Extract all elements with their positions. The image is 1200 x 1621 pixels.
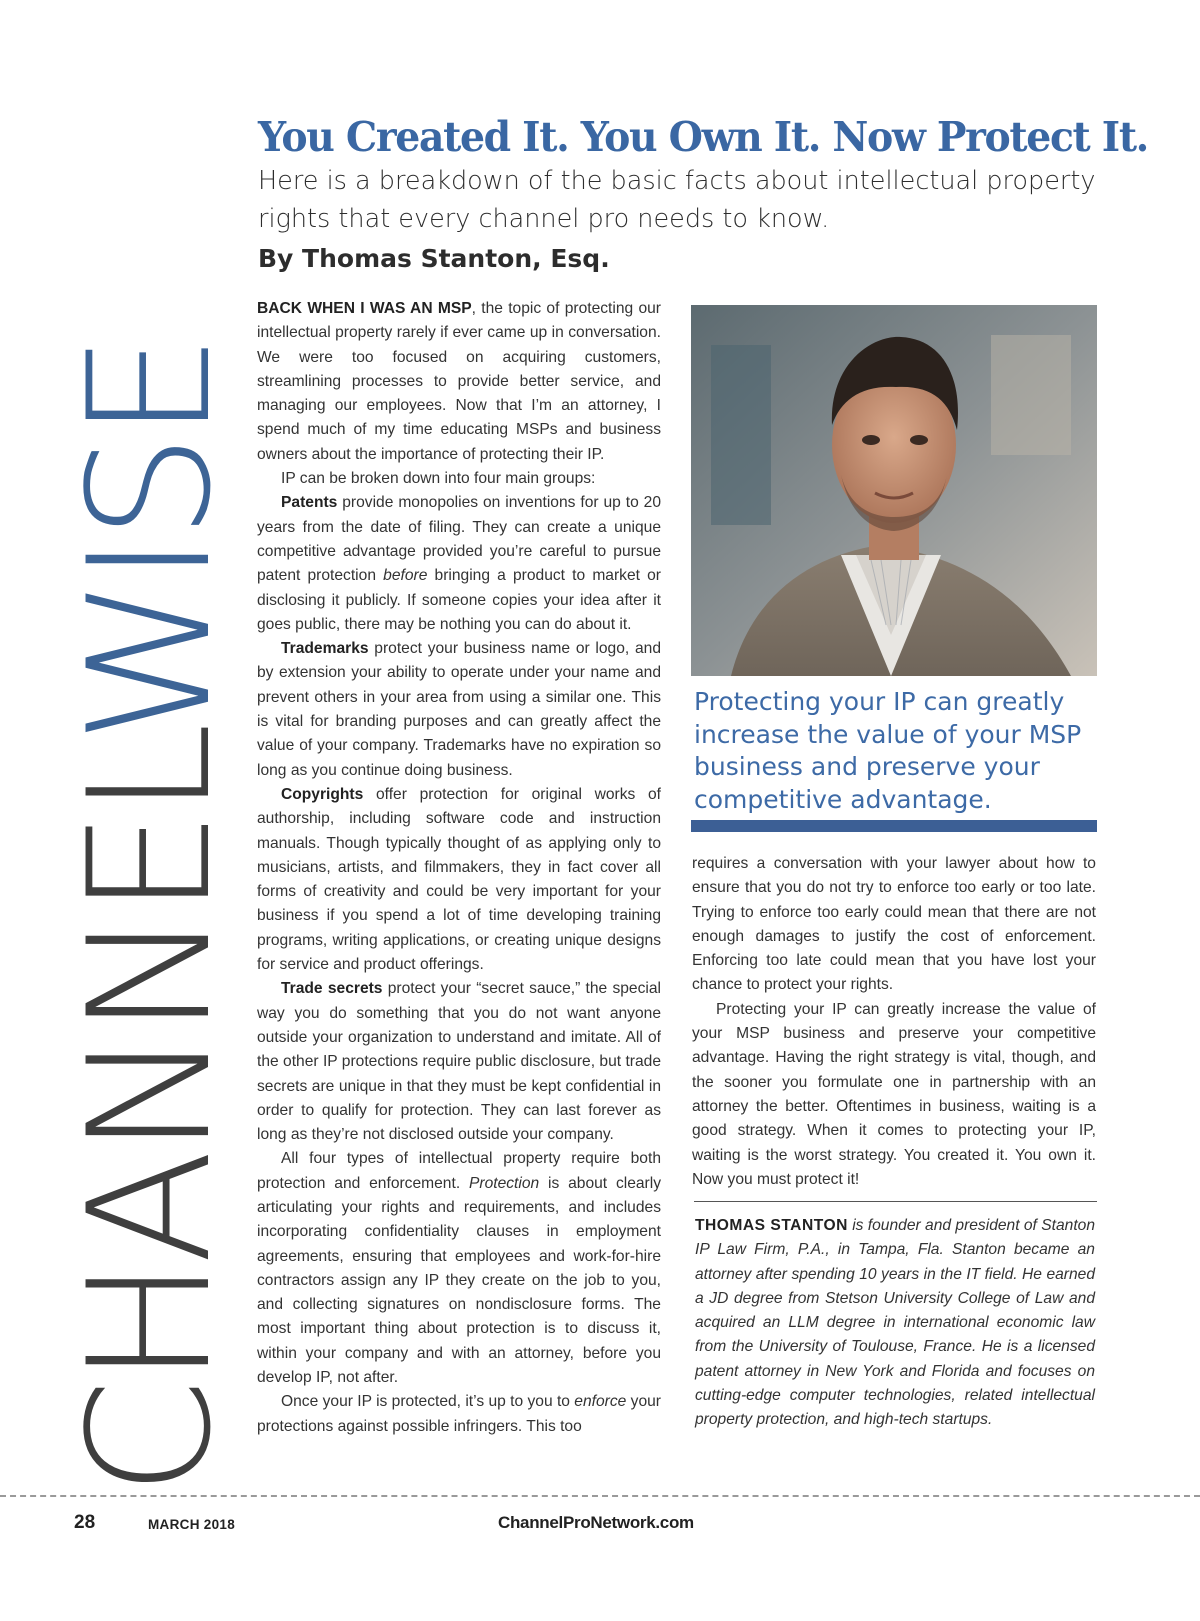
article-headline: You Created It. You Own It. Now Protect It. — [258, 113, 1149, 161]
section-wordmark-svg — [52, 124, 248, 1496]
paragraph-text: is about clearly articulating your rights and requirements, and includes incorporating confidentiality clauses in employment agreements, ensuring that employees and work-for-hire contractors assign any IP they create on the job to you, and collecting signatures on nondisclosure forms. The most important thing about protection is to discuss it, within your company and with an attorney, before you develop IP, not after. — [257, 1174, 662, 1387]
body-column-right — [692, 852, 1096, 1192]
section-wordmark-part-a: CHANNEL — [52, 743, 248, 1496]
run-in-head: Patents — [281, 494, 338, 512]
section-wordmark — [52, 124, 248, 1496]
bio-author-name: THOMAS STANTON — [695, 1217, 848, 1234]
section-wordmark-text — [52, 339, 248, 1496]
paragraph-text: offer protection for original works of authorship, including software code and instruction manuals. Though typically thought of as applying only to musicians, artists, and filmmakers, they in fact cover all forms of creativity and could be very important for your business if you spend a lot of time developing training programs, writing applications, or creating unique designs for service and product offerings. — [257, 785, 661, 974]
bio-text: is founder and president of Stanton IP Law Firm, P.A., in Tampa, Fla. Stanton became an attorney after spending 10 years in the IT field. He earned a JD degree from Stetson University College of Law and acquired an LLM degree in international economic law from the University of Toulouse, France. He is a licensed patent attorney in New York and Florida and focuses on cutting-edge computer technologies, related intellectual property protection, and high-tech startups. — [695, 1217, 1095, 1429]
body-paragraph — [692, 998, 1096, 1192]
footer-divider — [0, 1495, 1200, 1497]
paragraph-text: , the topic of protecting our intellectual property rarely if ever came up in conversation. We were too focused on acquiring customers, streamlining processes to provide better service, and managing our employees. Now that I’m an attorney, I spend much of my time educating MSPs and business owners about the importance of protecting their IP. — [257, 300, 662, 463]
pull-quote-bar — [691, 820, 1097, 832]
run-in-head: Copyrights — [281, 785, 364, 803]
paragraph-text: All four types of intellectual property require both protection and enforcement. — [257, 1150, 661, 1192]
article-deck: Here is a breakdown of the basic facts about intellectual property rights that every channel pro needs to know. — [258, 166, 1096, 234]
bio-divider — [694, 1201, 1097, 1202]
body-paragraph — [257, 783, 661, 977]
body-paragraph — [257, 467, 661, 491]
paragraph-text: protect your business name or logo, and by extension your ability to operate under your name and prevent others in your area from using a similar one. This is vital for branding purposes and can greatly affect the value of your company. Trademarks have no expiration so long as you continue doing business. — [257, 640, 661, 779]
run-in-head: Trade secrets — [281, 980, 383, 998]
paragraph-text: provide monopolies on inventions for up to 20 years from the date of filing. They can create a unique competitive advantage provided you’re careful to pursue patent protection — [257, 494, 661, 585]
paragraph-text: your protections against possible infringers. This too — [257, 1393, 661, 1435]
run-in-head: BACK WHEN I WAS AN MSP — [257, 300, 472, 317]
run-in-head: Trademarks — [281, 640, 369, 658]
emphasis: enforce — [574, 1393, 627, 1411]
paragraph-text: Protecting your IP can greatly increase the value of your MSP business and preserve your competitive advantage. Having the right strategy is vital, though, and the sooner you formulate one in partnership with an attorney the better. Oftentimes in business, waiting is a good strategy. When it comes to protecting your IP, waiting is the worst strategy. You created it. You own it. Now you must protect it! — [692, 1000, 1096, 1188]
emphasis: before — [383, 567, 428, 585]
site-url: ChannelProNetwork.com — [498, 1513, 694, 1532]
paragraph-text: Once your IP is protected, it’s up to you to — [281, 1393, 575, 1411]
issue-date: MARCH 2018 — [148, 1517, 236, 1532]
body-paragraph — [257, 637, 661, 783]
author-portrait-photo — [691, 305, 1097, 676]
author-bio — [695, 1214, 1095, 1433]
paragraph-text: bringing a product to market or disclosing it publicly. If someone copies your idea after it goes public, there may be nothing you can do about it. — [257, 567, 661, 633]
paragraph-text: IP can be broken down into four main groups: — [281, 470, 596, 488]
body-paragraph — [257, 977, 661, 1147]
body-paragraph — [692, 852, 1096, 998]
paragraph-text: requires a conversation with your lawyer about how to ensure that you do not try to enforce too early or too late. Trying to enforce too early could mean that there are not enough damages to justify the cost of enforcement. Enforcing too late could mean that you have lost your chance to protect your rights. — [692, 855, 1096, 994]
body-paragraph — [257, 1147, 661, 1390]
page-number: 28 — [74, 1512, 96, 1533]
emphasis: Protection — [468, 1174, 540, 1192]
paragraph-text: protect your “secret sauce,” the special way you do something that you do not want anyone outside your organization to understand and imitate. All of the other IP protections require public disclosure, but trade secrets are unique in that they must be kept confidential in order to qualify for protection. They can last forever as long as they’re not disclosed outside your company. — [257, 980, 662, 1144]
body-paragraph — [257, 297, 661, 467]
portrait-illustration — [691, 305, 1097, 676]
body-paragraph — [257, 1390, 661, 1439]
body-paragraph — [257, 491, 661, 637]
body-column-left — [257, 297, 661, 1512]
article-byline: By Thomas Stanton, Esq. — [258, 244, 610, 273]
pull-quote: Protecting your IP can greatly increase the value of your MSP business and preserve your competitive advantage. — [694, 687, 1082, 814]
section-wordmark-part-b: WISE — [52, 339, 248, 744]
